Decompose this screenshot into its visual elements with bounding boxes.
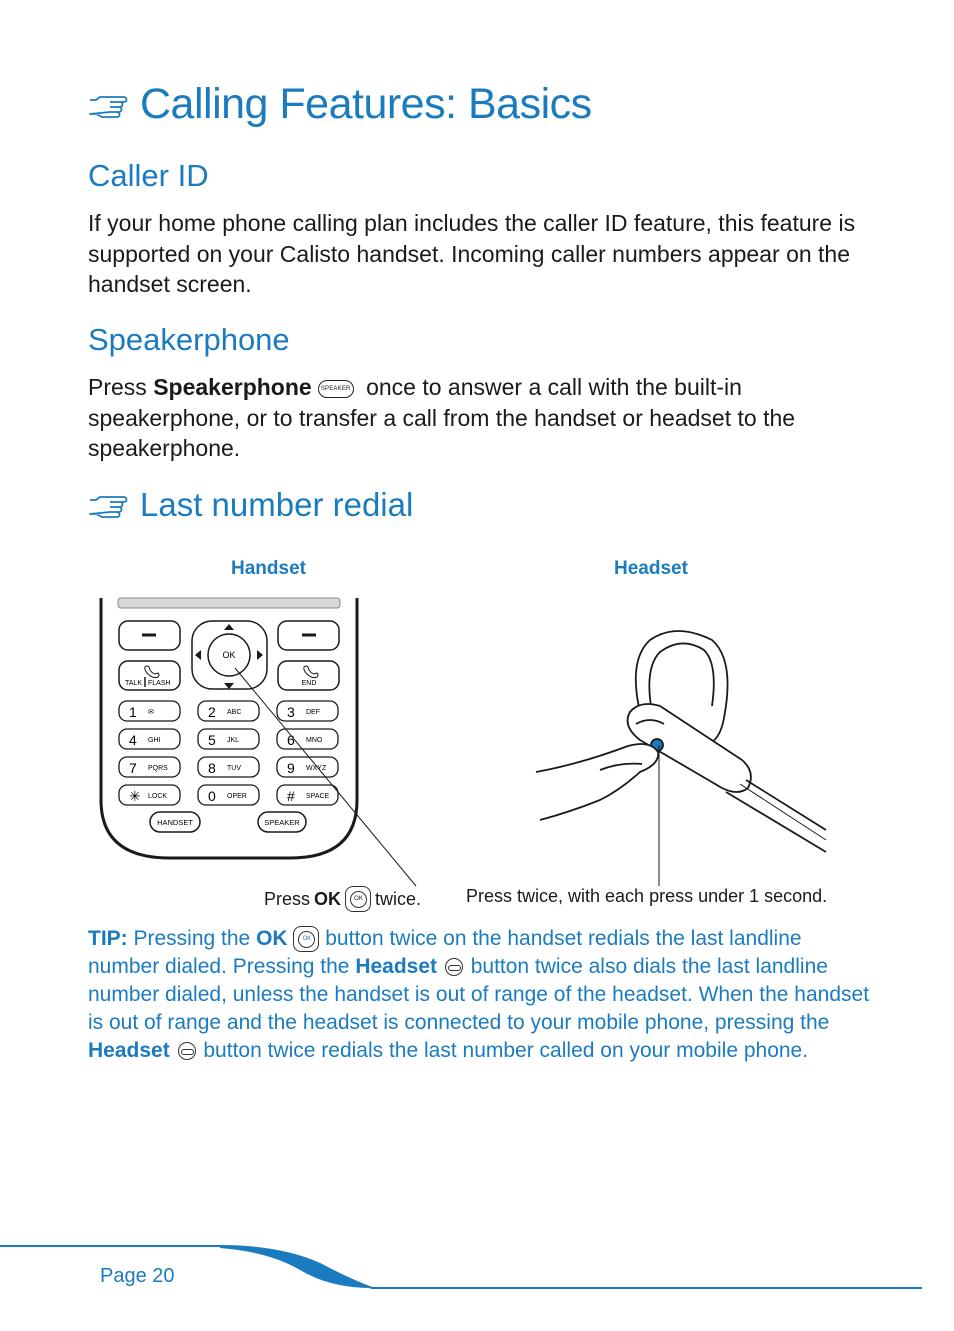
handset-key-label: HANDSET: [157, 818, 193, 827]
flash-key-label: FLASH: [148, 680, 171, 687]
keypad-key-number: 9: [287, 760, 295, 776]
page-title-text: Calling Features: Basics: [140, 80, 592, 128]
headset-illustration: [536, 631, 826, 852]
talk-key-label: TALK: [125, 680, 142, 687]
page-number: Page 20: [100, 1265, 175, 1287]
caller-id-heading: Caller ID: [88, 158, 209, 193]
pointing-hand-icon: [88, 90, 134, 120]
keypad-key-letters: WXYZ: [306, 765, 327, 772]
keypad-key-number: 5: [208, 732, 216, 748]
ok-key-icon: OK: [293, 926, 319, 952]
tip-text: TIP: Pressing the OK OK button twice on the handset redials the last landline number dialed. Pressing the Headset button twice also dials the last landline number dialed, unless the handset is out of range of the headset. When the handset is out of range and the headset is connected to your mobile phone, pressing the Headset button twice redials the last number called on your mobile phone.: [88, 927, 870, 1062]
keypad-key-letters: GHI: [148, 737, 161, 744]
speaker-key-label: SPEAKER: [264, 818, 300, 827]
keypad-key-letters: JKL: [227, 737, 240, 744]
pointing-hand-icon: [88, 490, 134, 520]
speakerphone-heading: Speakerphone: [88, 322, 290, 357]
keypad-key-number: 8: [208, 760, 216, 776]
keypad-key-letters: ✉: [148, 709, 154, 716]
keypad-key-letters: TUV: [227, 765, 241, 772]
ok-key-label: OK: [222, 650, 236, 660]
tip-label: TIP:: [88, 927, 128, 950]
page-title: [88, 80, 592, 129]
last-number-redial-heading: Last number redial: [88, 486, 413, 524]
keypad-key-number: 1: [129, 704, 137, 720]
caller-id-text: If your home phone calling plan includes the caller ID feature, this feature is supported on your Calisto handset. Incoming caller numbers appear on the handset screen.: [88, 210, 856, 297]
speaker-key-icon: SPEAKER: [318, 380, 354, 398]
headset-key-icon: [445, 958, 463, 976]
redial-illustration: [0, 590, 954, 920]
keypad-key-number: 6: [287, 732, 295, 748]
keypad-key-letters: ABC: [227, 709, 242, 716]
keypad-key-number: 0: [208, 788, 216, 804]
keypad-key-number: ✳: [129, 788, 141, 804]
keypad-key-letters: MNO: [306, 737, 323, 744]
keypad-key-letters: DEF: [306, 709, 320, 716]
keypad-key-letters: SPACE: [306, 793, 330, 800]
keypad-key-number: 2: [208, 704, 216, 720]
headset-key-icon: [178, 1042, 196, 1060]
handset-label: Handset: [231, 558, 306, 579]
speakerphone-bold: Speakerphone: [153, 374, 312, 400]
ok-key-icon: OK: [345, 886, 371, 912]
end-key-label: END: [301, 680, 317, 687]
caption-press-headset: Press twice, with each press under 1 second.: [466, 886, 828, 906]
headset-label: Headset: [614, 558, 688, 579]
handset-illustration: [101, 598, 357, 858]
keypad-key-number: 3: [287, 704, 295, 720]
keypad-key-letters: LOCK: [148, 793, 168, 800]
keypad-key-number: 7: [129, 760, 137, 776]
keypad-key-letters: PQRS: [148, 765, 168, 772]
speakerphone-text: Press Speakerphone SPEAKER once to answer a call with the built-in speakerphone, or to transfer a call from the handset or headset to the speakerphone.: [88, 374, 796, 461]
keypad-key-number: #: [287, 788, 295, 804]
keypad-key-letters: OPER: [227, 793, 247, 800]
caption-press-ok: Press OK OK twice.: [264, 886, 421, 912]
keypad-key-number: 4: [129, 732, 137, 748]
